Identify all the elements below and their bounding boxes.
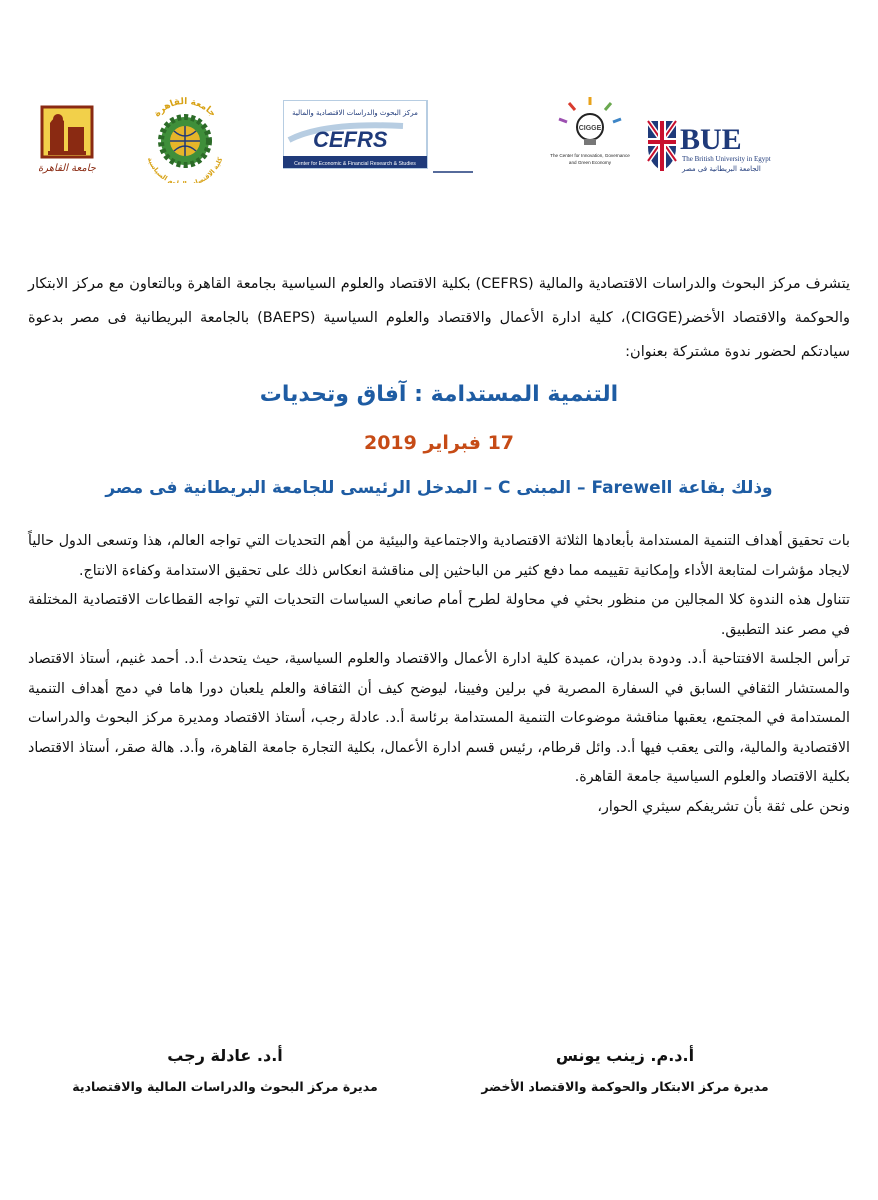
seminar-date: 17 فبراير 2019: [363, 432, 515, 454]
cigge-caption-line-1: The Center for Innovation, Governance: [550, 153, 630, 158]
faculty-bottom-arc-text: كلية الاقتصاد وم السياسية: [145, 156, 225, 183]
signature-name: أ.د. عادلة رجب: [167, 1046, 283, 1065]
signature-name: أ.د.م. زينب يونس: [555, 1046, 695, 1065]
faculty-top-arc-text: جامعة القاهرة: [152, 97, 218, 120]
lightbulb-icon: [559, 97, 621, 145]
paragraph-program: ترأس الجلسة الافتتاحية أ.د. ودودة بدران، عميدة كلية ادارة الأعمال والاقتصاد والعلوم السياسية، حيث يتحدث أ.د. أحمد غنيم، أستاذ الاقتصاد والمستشار الثقافي السابق في السفارة المصرية في برلين وفيينا، ليوضح كيف أن الثقافة والعلم يلعبان دورا هاما في دمج أهداف التنمية المستدامة في المجتمع، يعقبها مناقشة موضوعات التنمية المستدامة برئاسة أ.د. عادلة رجب، أستاذ الاقتصاد ومديرة مركز البحوث والدراسات الاقتصادية والمالية، والتى يعقب فيها أ.د. وائل قرطام، رئيس قسم ادارة الأعمال، بكلية التجارة جامعة القاهرة، وأ.د. هالة صقر، أستاذ الاقتصاد بكلية الاقتصاد والعلوم السياسية جامعة القاهرة.: [28, 651, 850, 785]
bue-mark: BUE: [680, 123, 742, 156]
cairo-university-crest-icon: [42, 107, 92, 157]
cefrs-logo: [283, 100, 483, 175]
signature-block-left: [60, 1046, 390, 1094]
seminar-title: التنمية المستدامة : آفاق وتحديات: [259, 382, 619, 407]
paragraph-scope: تتناول هذه الندوة كلا المجالين من منظور بحثي في محاولة لطرح أمام صانعي السياسات التحديات التي تواجه القطاعات الاقتصادية المختلفة في مصر عند التطبيق.: [28, 592, 850, 638]
cairo-university-logo: [38, 103, 96, 177]
paragraph-closing: ونحن على ثقة بأن تشريفكم سيثري الحوار،: [597, 798, 850, 815]
bue-logo: [646, 117, 776, 177]
cairo-university-caption: جامعة القاهرة: [38, 163, 96, 174]
union-jack-shield-icon: [648, 121, 676, 171]
cigge-logo: [547, 95, 633, 175]
cefrs-mark: CEFRS: [313, 127, 388, 152]
cefrs-english-name: Center for Economic & Financial Research & Studies: [294, 161, 416, 167]
cigge-caption-line-2: and Green Economy: [568, 160, 612, 165]
cigge-mark: CIGGE: [578, 125, 602, 132]
invitation-intro: يتشرف مركز البحوث والدراسات الاقتصادية والمالية (CEFRS) بكلية الاقتصاد والعلوم السياسية بجامعة القاهرة وبالتعاون مع مركز الابتكار والحوكمة والاقتصاد الأخضر(CIGGE)، كلية ادارة الأعمال والاقتصاد والعلوم السياسية (BAEPS) بالجامعة البريطانية فى مصر بدعوة سيادتكم لحضور ندوة مشتركة بعنوان:: [28, 275, 850, 360]
signature-block-right: [480, 1046, 770, 1094]
signature-role: مديرة مركز البحوث والدراسات المالية والاقتصادية: [72, 1079, 378, 1094]
gear-globe-icon: [161, 117, 209, 165]
bue-subtitle-ar: الجامعة البريطانية فى مصر: [682, 165, 761, 173]
bue-subtitle-en: The British University in Egypt: [682, 155, 771, 163]
faculty-economics-logo: [140, 97, 230, 183]
paragraph-context: بات تحقيق أهداف التنمية المستدامة بأبعادها الثلاثة الاقتصادية والاجتماعية والبيئية من أهم التحديات التي تواجه العالم، هذا وتسعى الدول حالياً لايجاد مؤشرات لمتابعة الأداء وإمكانية تقييمه مما دفع كثير من الباحثين إلى مناقشة انعكاس ذلك على تحقيق الاستدامة وكفاءة الانتاج.: [28, 533, 850, 579]
seminar-venue: وذلك بقاعة Farewell – المبنى C – المدخل الرئيسى للجامعة البريطانية فى مصر: [105, 478, 773, 498]
cefrs-arabic-name: مركز البحوث والدراسات الاقتصادية والمالية: [292, 109, 418, 117]
seminar-description: [28, 527, 850, 822]
logo-strip: [0, 95, 878, 195]
signature-role: مديرة مركز الابتكار والحوكمة والاقتصاد الأخضر: [481, 1079, 769, 1094]
